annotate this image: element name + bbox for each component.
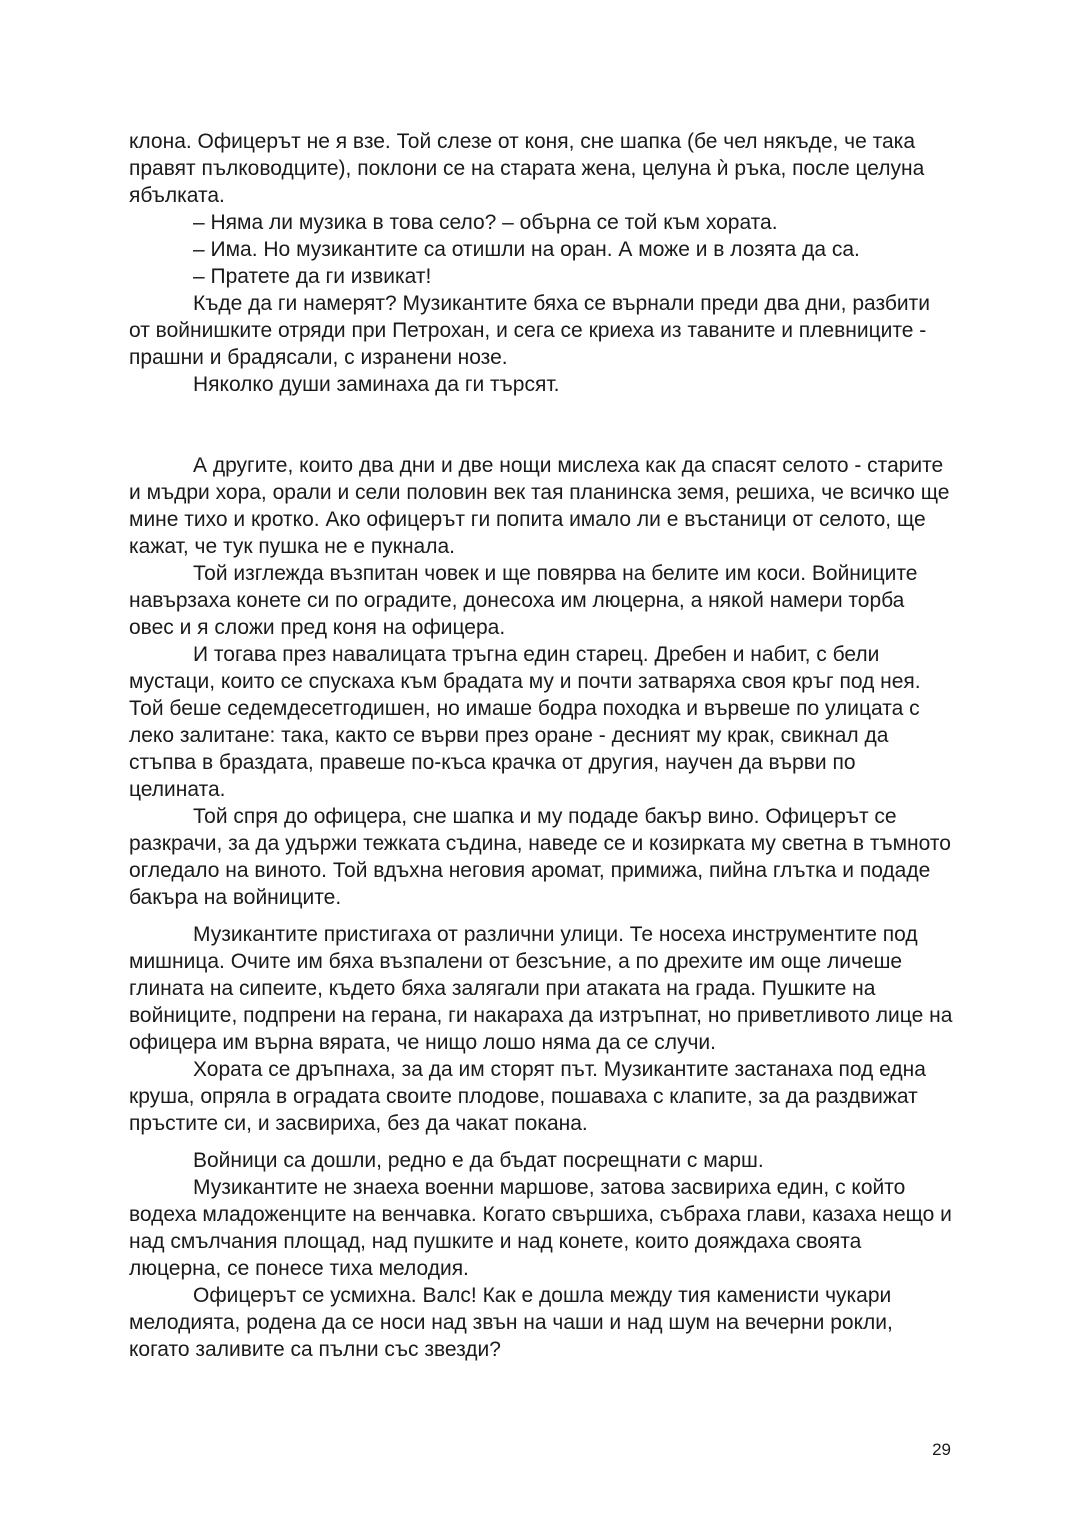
dialogue-line: – Има. Но музикантите са отишли на оран. А може и в лозята да са. [193, 238, 860, 261]
paragraph: Офицерът се усмихна. Валс! Как е дошла между тия каменисти чукари мелодията, родена да се носи над звън на чаши и над шум на вечерни рокли, когато заливите са пълни със звезди? [129, 1284, 893, 1361]
dialogue-line: – Няма ли музика в това село? – обърна се той към хората. [193, 211, 778, 234]
paragraph: А другите, които два дни и две нощи мислеха как да спасят селото - старите и мъдри хора, орали и сели половин век тая планинска земя, решиха, че всичко ще мине тихо и кротко. Ако офицерът ги попита имало ли е въстаници от селото, ще кажат, че тук пушка не е пукнала. [129, 454, 950, 558]
paragraph: Къде да ги намерят? Музикантите бяха се върнали преди два дни, разбити от войнишките отряди при Петрохан, и сега се криеха из таваните и плевниците - прашни и брадясали, с изранени нозе. [129, 292, 930, 369]
paragraph: Няколко души заминаха да ги търсят. [193, 373, 560, 396]
paragraph: Музикантите пристигаха от различни улици. Те носеха инструментите под мишница. Очите им бяха възпалени от безсъние, а по дрехите им още личеше глината на сипеите, където бяха залягали при атаката на града. Пушките на войниците, подпрени на герана, ги накараха да изтръпнат, но приветливото лице на офицера им върна вярата, че нищо лошо няма да се случи. [129, 923, 953, 1054]
paragraph: И тогава през навалицата тръгна един старец. Дребен и набит, с бели мустаци, които се спускаха към брадата му и почти затваряха своя кръг под нея. Той беше седемдесетгодишен, но имаше бодра походка и вървеше по улицата с леко залитане: така, както се върви през оране - десният му крак, свикнал да стъпва в браздата, правеше по-къса крачка от другия, научен да върви по целината. [129, 643, 921, 801]
page-text [129, 128, 954, 1363]
paragraph: Музикантите не знаеха военни маршове, затова засвириха един, с който водеха младоженците на венчавка. Когато свършиха, събраха глави, казаха нещо и над смълчания площад, над пушките и над конете, които дояждаха своята люцерна, се понесе тиха мелодия. [129, 1176, 952, 1280]
paragraph: Хората се дръпнаха, за да им сторят път. Музикантите застанаха под една круша, опряла в оградата своите плодове, пошаваха с клапите, за да раздвижат пръстите си, и засвириха, без да чакат покана. [129, 1058, 926, 1135]
dialogue-line: – Пратете да ги извикат! [193, 265, 432, 288]
paragraph: Той изглежда възпитан човек и ще повярва на белите им коси. Войниците навързаха конете си по оградите, донесоха им люцерна, а някой намери торба овес и я сложи пред коня на офицера. [129, 562, 918, 639]
page-number: 29 [932, 1440, 951, 1459]
paragraph: клона. Офицерът не я взе. Той слезе от коня, сне шапка (бе чел някъде, че така правят пълководците), поклони се на старата жена, целуна ѝ ръка, после целуна ябълката. [129, 130, 925, 207]
paragraph: Войници са дошли, редно е да бъдат посрещнати с марш. [193, 1149, 764, 1172]
paragraph: Той спря до офицера, сне шапка и му подаде бакър вино. Офицерът се разкрачи, за да удържи тежката съдина, наведе се и козирката му светна в тъмното огледало на виното. Той вдъхна неговия аромат, примижа, пийна глътка и подаде бакъра на войниците. [129, 805, 951, 909]
